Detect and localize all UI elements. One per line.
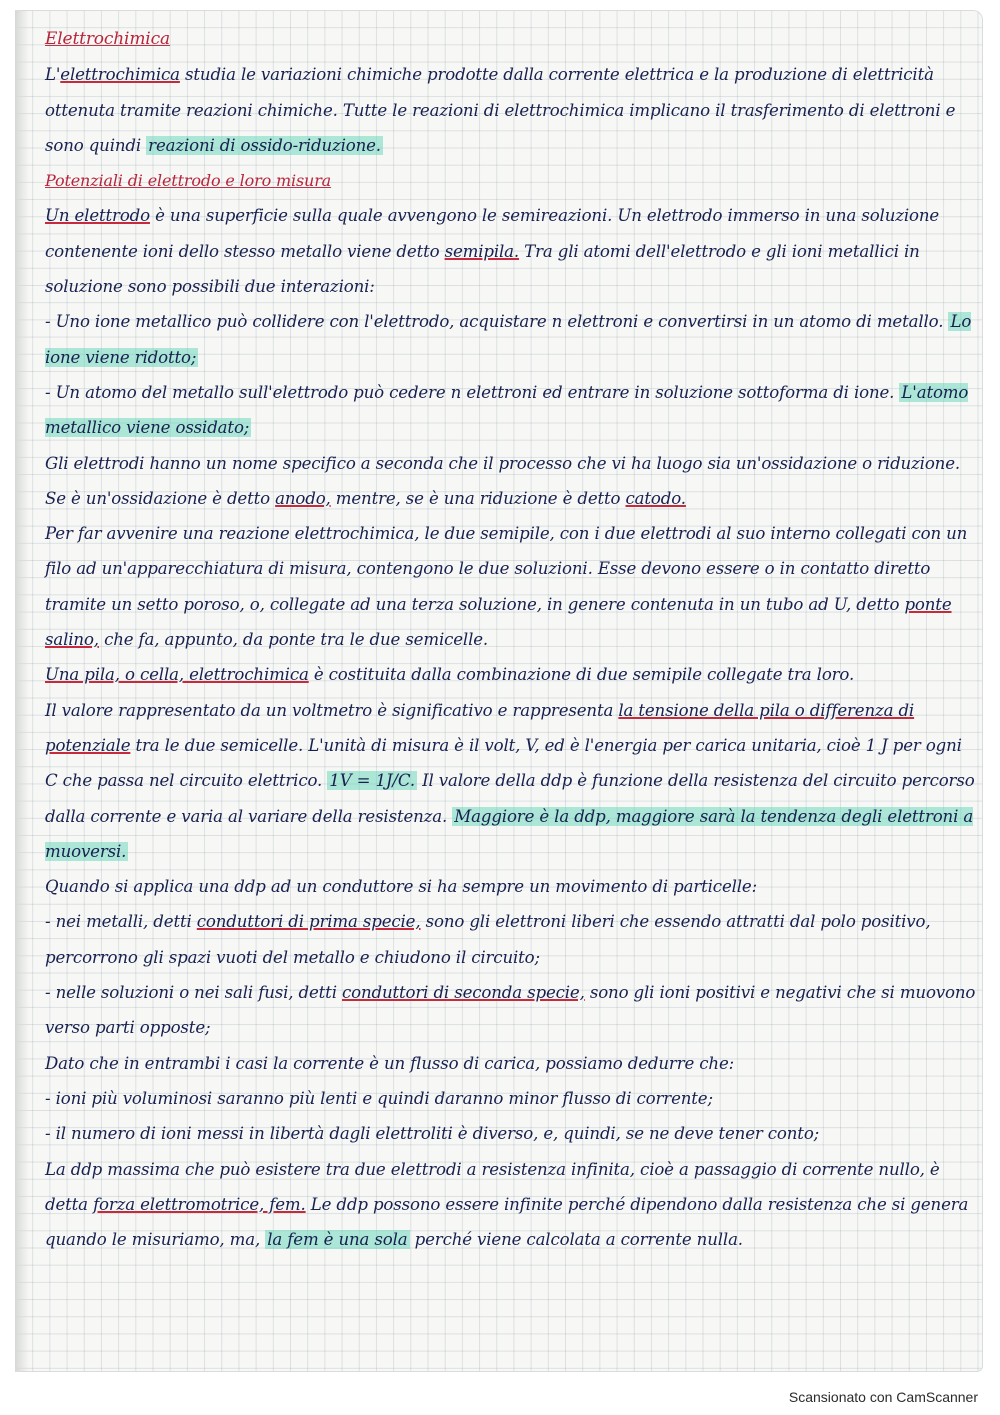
paragraph-fem: La ddp massima che può esistere tra due elettrodi a resistenza infinita, cioè a passaggio di corrente nullo, è detta forza elettromotrice, fem. Le ddp possono essere infinite perché dipendono dalla resistenza che si genera quando le misuriamo, ma, la fem è una sola perché viene calcolata a corrente nulla. bbox=[45, 1159, 969, 1250]
term-elettrochimica: elettrochimica bbox=[60, 65, 180, 85]
term-ddp: la tensione della pila o differenza di potenziale bbox=[45, 700, 915, 755]
bullet-oxidation: - Un atomo del metallo sull'elettrodo può cedere n elettroni ed entrare in soluzione sottoforma di ione. L'atomo metallico viene ossidato; bbox=[45, 382, 969, 438]
paragraph-conductors-intro: Quando si applica una ddp ad un conduttore si ha sempre un movimento di particelle: bbox=[45, 877, 758, 897]
bullet-first-species: - nei metalli, detti conduttori di prima specie, sono gli elettroni liberi che essendo attratti dal polo positivo, percorrono gli spazi vuoti del metallo e chiudono il circuito; bbox=[45, 912, 931, 967]
term-semipila: semipila. bbox=[444, 241, 520, 261]
term-elettrodo: Un elettrodo bbox=[45, 206, 150, 226]
paragraph-salt-bridge: Per far avvenire una reazione elettrochimica, le due semipile, con i due elettrodi al suo interno collegati con un filo ad un'apparecchiatura di misura, contengono le due soluzioni. Esse devono essere o in contatto diretto tramite un setto poroso, o, collegate ad una terza soluzione, in genere contenuta in un tubo ad U, detto ponte salino, che fa, appunto, da ponte tra le due semicelle. bbox=[45, 524, 968, 650]
highlight-reduction: Lo ione viene ridotto; bbox=[45, 312, 972, 367]
handwritten-notes bbox=[45, 22, 977, 1257]
section-subtitle: Potenziali di elettrodo e loro misura bbox=[45, 171, 332, 191]
highlight-fem-single: la fem è una sola bbox=[267, 1230, 408, 1250]
binding-shadow bbox=[15, 10, 29, 1372]
paragraph-voltage: Il valore rappresentato da un voltmetro è significativo e rappresenta la tensione della pila o differenza di potenziale tra le due semicelle. L'unità di misura è il volt, V, ed è l'energia per carica unitaria, cioè 1 J per ogni C che passa nel circuito elettrico. 1V = 1J/C. Il valore della ddp è funzione della resistenza del circuito percorso dalla corrente e varia al variare della resistenza. Maggiore è la ddp, maggiore sarà la tendenza degli elettroni a muoversi. bbox=[45, 700, 975, 861]
bullet-reduction: - Uno ione metallico può collidere con l'elettrodo, acquistare n elettroni e convertirsi in un atomo di metallo. Lo ione viene ridotto; bbox=[45, 312, 972, 367]
highlight-redox: reazioni di ossido-riduzione. bbox=[148, 135, 381, 155]
paragraph-electrode: Un elettrodo è una superficie sulla quale avvengono le semireazioni. Un elettrodo immerso in una soluzione contenente ioni dello stesso metallo viene detto semipila. Tra gli atomi dell'elettrodo e gli ioni metallici in soluzione sono possibili due interazioni: bbox=[45, 206, 940, 297]
highlight-oxidation: L'atomo metallico viene ossidato; bbox=[45, 382, 969, 438]
highlight-volt-formula: 1V = 1J/C. bbox=[329, 771, 415, 791]
notebook-page bbox=[15, 10, 983, 1372]
term-prima-specie: conduttori di prima specie, bbox=[196, 912, 421, 932]
term-anodo: anodo, bbox=[275, 488, 331, 508]
term-pila: Una pila, o cella, elettrochimica bbox=[45, 665, 309, 685]
term-fem: forza elettromotrice, fem. bbox=[93, 1194, 306, 1214]
bullet-second-species: - nelle soluzioni o nei sali fusi, detti conduttori di seconda specie, sono gli ioni positivi e negativi che si muovono verso parti opposte; bbox=[45, 983, 976, 1038]
term-seconda-specie: conduttori di seconda specie, bbox=[341, 983, 585, 1003]
page-title: Elettrochimica bbox=[45, 29, 170, 49]
paragraph-deduction: Dato che in entrambi i casi la corrente è un flusso di carica, possiamo dedurre che: bbox=[45, 1053, 735, 1073]
intro-paragraph: L'elettrochimica studia le variazioni chimiche prodotte dalla corrente elettrica e la produzione di elettricità ottenuta tramite reazioni chimiche. Tutte le reazioni di elettrochimica implicano il trasferimento di elettroni e sono quindi reazioni di ossido-riduzione. bbox=[45, 65, 956, 155]
paragraph-anode-cathode: Gli elettrodi hanno un nome specifico a seconda che il processo che vi ha luogo sia un'ossidazione o riduzione. Se è un'ossidazione è detto anodo, mentre, se è una riduzione è detto catodo. bbox=[45, 453, 961, 508]
bullet-ion-size: - ioni più voluminosi saranno più lenti e quindi daranno minor flusso di corrente; bbox=[45, 1088, 713, 1108]
bullet-ion-count: - il numero di ioni messi in libertà dagli elettroliti è diverso, e, quindi, se ne deve tener conto; bbox=[45, 1124, 820, 1144]
highlight-ddp-tendency: Maggiore è la ddp, maggiore sarà la tendenza degli elettroni a muoversi. bbox=[45, 806, 974, 861]
term-ponte-salino: ponte salino, bbox=[45, 594, 952, 650]
term-catodo: catodo. bbox=[625, 488, 686, 508]
paragraph-cell: Una pila, o cella, elettrochimica è costituita dalla combinazione di due semipile collegate tra loro. bbox=[45, 665, 855, 685]
scanner-watermark: Scansionato con CamScanner bbox=[788, 1389, 978, 1405]
